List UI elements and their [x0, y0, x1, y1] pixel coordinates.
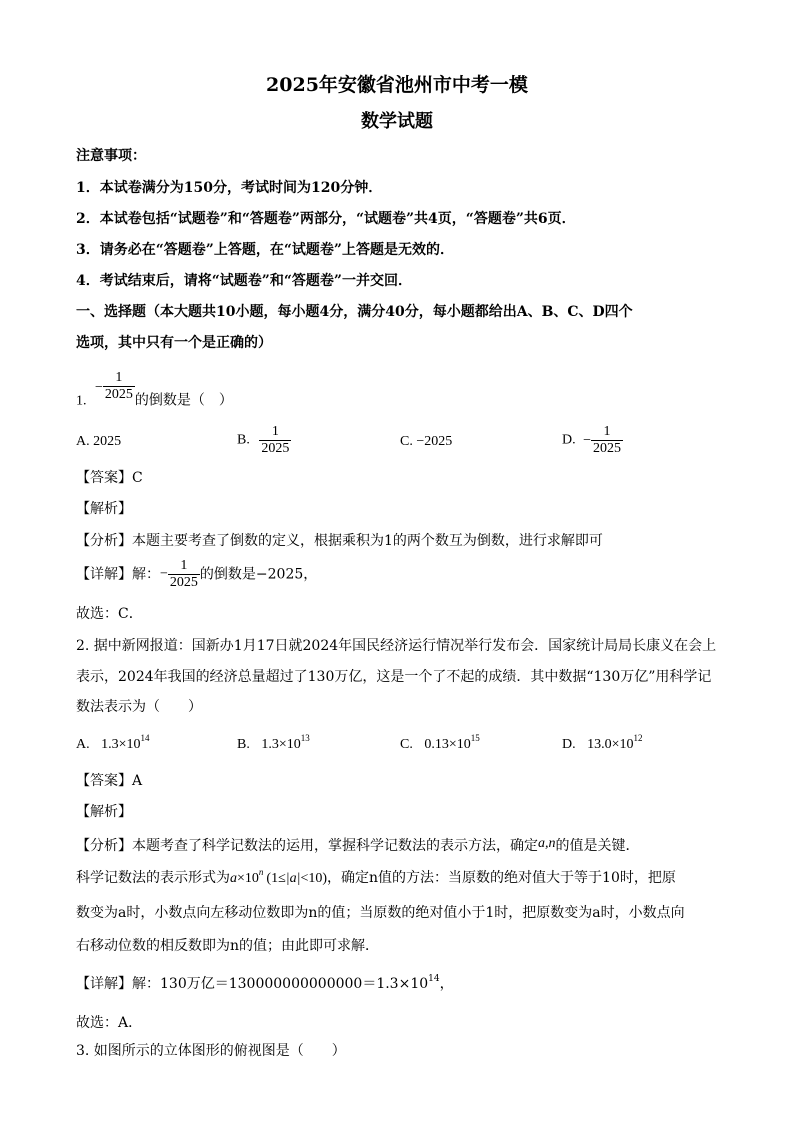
section-heading-line-2: 选项，其中只有一个是正确的） [76, 335, 272, 351]
fraction-denominator: 2025 [104, 387, 133, 402]
fenxi-text: 【分析】本题考查了科学记数法的运用，掌握科学记数法的表示方法，确定 [76, 838, 538, 854]
rule-line-1 [76, 868, 676, 889]
option-label: D. [562, 737, 576, 752]
notes-heading: 注意事项： [76, 148, 146, 164]
math-variables: a,n [538, 836, 556, 851]
section-heading-line-1: 一、选择题（本大题共10小题，每小题4分，满分40分，每小题都给出A、B、C、D四个 [76, 304, 633, 320]
option-value: 1.3×10 [101, 737, 141, 752]
rule-line-3: 右移动位数的相反数即为n的值；由此即可求解． [76, 938, 380, 954]
detail-text: 【详解】解：130万亿＝130000000000000＝1.3×10 [76, 976, 429, 992]
detail-2 [76, 974, 454, 994]
option-c: C. −2025 [400, 434, 453, 449]
exponent: 12 [633, 733, 643, 743]
detail-prefix: 【详解】解： [76, 566, 160, 583]
option-b [237, 424, 291, 457]
exponent: 14 [428, 974, 440, 984]
math-variable: |a| [285, 871, 301, 886]
math-text: ×10 [237, 871, 259, 886]
option-label: B. [237, 737, 250, 752]
page-subtitle: 数学试题 [361, 111, 433, 132]
fenxi-1: 【分析】本题主要考查了倒数的定义，根据乘积为1的两个数互为倒数，进行求解即可 [76, 533, 603, 549]
analysis-label-2: 【解析】 [76, 804, 132, 820]
option-d [562, 424, 623, 457]
minus-sign: − [160, 566, 168, 582]
option-value: 1.3×10 [261, 737, 301, 752]
option-d [562, 735, 643, 755]
question-number: 1. [76, 393, 87, 409]
fenxi-text: 的值是关键． [555, 838, 640, 854]
rule-text: ，确定n值的方法：当原数的绝对值大于等于10时，把原 [327, 870, 676, 886]
question-1-tail: 的倒数是（ ） [134, 392, 233, 409]
question-1-stem [76, 370, 233, 412]
notes-item-2: 2．本试卷包括“试题卷”和“答题卷”两部分，“试题卷”共4页，“答题卷”共6页． [76, 211, 576, 227]
option-label: C. [400, 737, 413, 752]
fraction [591, 424, 623, 457]
fraction-numerator: 1 [115, 370, 123, 385]
minus-sign: − [94, 379, 103, 395]
option-c [400, 735, 480, 755]
fenxi-2 [76, 834, 640, 856]
rule-text: 科学记数法的表示形式为 [76, 870, 230, 886]
notes-item-3: 3．请务必在“答题卷”上答题，在“试题卷”上答题是无效的． [76, 242, 454, 258]
question-2-line-2: 表示，2024年我国的经济总量超过了130万亿，这是一个了不起的成绩．其中数据“130万亿”用科学记 [76, 669, 712, 685]
minus-sign: − [583, 432, 592, 448]
option-label: A. [76, 737, 90, 752]
notes-item-1: 1．本试卷满分为150分，考试时间为120分钟． [76, 180, 383, 196]
option-a [76, 735, 150, 755]
fraction-numerator: 1 [271, 424, 279, 439]
answer-2: 【答案】A [76, 773, 143, 789]
fraction-denominator: 2025 [169, 575, 198, 590]
option-b [237, 735, 310, 755]
option-label: D. [562, 432, 576, 448]
question-2-line-1: 2. 据中新网报道：国新办1月17日就2024年国民经济运行情况举行发布会．国家统计局局长康义在会上 [76, 638, 717, 654]
fraction [103, 370, 135, 403]
answer-1: 【答案】C [76, 470, 143, 486]
detail-tail: 的倒数是−2025， [199, 566, 318, 583]
question-2-line-3: 数法表示为（ ） [76, 699, 202, 715]
exponent: 13 [300, 733, 310, 743]
fraction-denominator: 2025 [593, 441, 622, 456]
math-text: (1≤ [266, 871, 286, 886]
exponent: 14 [140, 733, 150, 743]
math-variable: a [230, 871, 237, 886]
notes-item-4: 4．考试结束后，请将“试题卷”和“答题卷”一并交回． [76, 273, 412, 289]
analysis-label-1: 【解析】 [76, 501, 132, 517]
conclusion-1: 故选：C． [76, 606, 143, 622]
fraction [259, 424, 291, 457]
option-value: 0.13×10 [424, 737, 471, 752]
detail-1 [76, 558, 317, 591]
fraction-denominator: 2025 [261, 441, 290, 456]
detail-text: ， [439, 976, 454, 992]
option-label: B. [237, 432, 250, 448]
page-title: 2025年安徽省池州市中考一模 [266, 74, 528, 96]
rule-line-2: 数变为a时，小数点向左移动位数即为n的值；当原数的绝对值小于1时，把原数变为a时，小数点向 [76, 905, 685, 921]
fraction-numerator: 1 [603, 424, 611, 439]
option-a: A. 2025 [76, 434, 122, 449]
conclusion-2: 故选：A． [76, 1015, 143, 1031]
exponent: n [258, 867, 264, 877]
exponent: 15 [470, 733, 480, 743]
math-text: <10) [300, 871, 328, 886]
question-3-stem: 3. 如图所示的立体图形的俯视图是（ ） [76, 1043, 346, 1059]
option-value: 13.0×10 [587, 737, 634, 752]
fraction-numerator: 1 [180, 558, 188, 573]
fraction [168, 558, 200, 591]
